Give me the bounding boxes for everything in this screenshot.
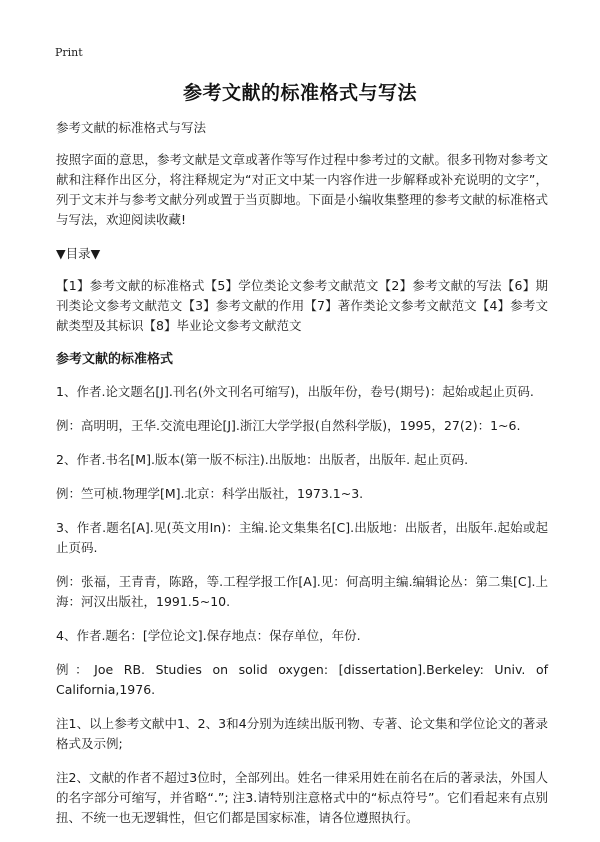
page-title: 参考文献的标准格式与写法 [182,82,417,104]
table-of-contents [56,276,548,336]
toc-link[interactable]: 【4】参考文献类型及其标识 [56,298,548,333]
toc-link[interactable]: 【8】毕业论文参考文献范文 [143,318,302,333]
intro-paragraph: 按照字面的意思，参考文献是文章或著作等写作过程中参考过的文献。很多刊物对参考文献和注释作出区分，将注释规定为“对正文中某一内容作进一步解释或补充说明的文字”，列于文末并与参考文献分列或置于当页脚地。下面是小编收集整理的参考文献的标准格式与写法，欢迎阅读收藏! [56,152,548,227]
print-link[interactable]: Print [55,46,83,59]
format-example: 例：张福，王青青，陈路，等.工程学报工作[A].见：何高明主编.编辑论丛：第二集[C].上海：河汉出版社，1991.5~10. [56,574,548,609]
format-example: 例：Joe RB. Studies on solid oxygen: [dissertation].Berkeley: Univ. of California,1976. [56,662,548,697]
format-example: 例：竺可桢.物理学[M].北京：科学出版社，1973.1~3. [56,486,364,501]
toc-link[interactable]: 【5】学位类论文参考文献范文 [204,278,379,293]
note-paragraph: 注1、以上参考文献中1、2、3和4分别为连续出版刊物、专著、论文集和学位论文的著录格式及示例; [56,716,548,751]
toc-link[interactable]: 【7】著作类论文参考文献范文 [304,298,477,313]
format-item: 4、作者.题名：[学位论文].保存地点：保存单位，年份. [56,628,361,643]
format-example: 例：高明明，王华.交流电理论[J].浙江大学学报(自然科学版)，1995，27(2)：1~6. [56,418,521,433]
format-item: 3、作者.题名[A].见(英文用In)：主编.论文集集名[C].出版地：出版者，出版年.起始或起止页码. [56,520,548,555]
toc-link[interactable]: 【1】参考文献的标准格式 [56,278,205,293]
format-item: 2、作者.书名[M].版本(第一版不标注).出版地：出版者，出版年. 起止页码. [56,452,469,467]
article-body [56,118,548,842]
article-subtitle: 参考文献的标准格式与写法 [56,120,207,135]
toc-link[interactable]: 【2】参考文献的写法 [378,278,502,293]
toc-link[interactable]: 【6】期刊类论文参考文献范文 [56,278,548,313]
section-heading: 参考文献的标准格式 [56,352,174,367]
format-item: 1、作者.论文题名[J].刊名(外文刊名可缩写)，出版年份，卷号(期号)：起始或起止页码. [56,384,534,399]
note-paragraph: 注2、文献的作者不超过3位时，全部列出。姓名一律采用姓在前名在后的著录法，外国人的名字部分可缩写，并省略“.”; 注3.请特别注意格式中的“标点符号”。它们看起来有点别扭、不统一也无逻辑性，但它们都是国家标准，请各位遵照执行。 [56,770,548,825]
toc-label: ▼目录▼ [56,246,101,261]
toc-link[interactable]: 【3】参考文献的作用 [182,298,305,313]
